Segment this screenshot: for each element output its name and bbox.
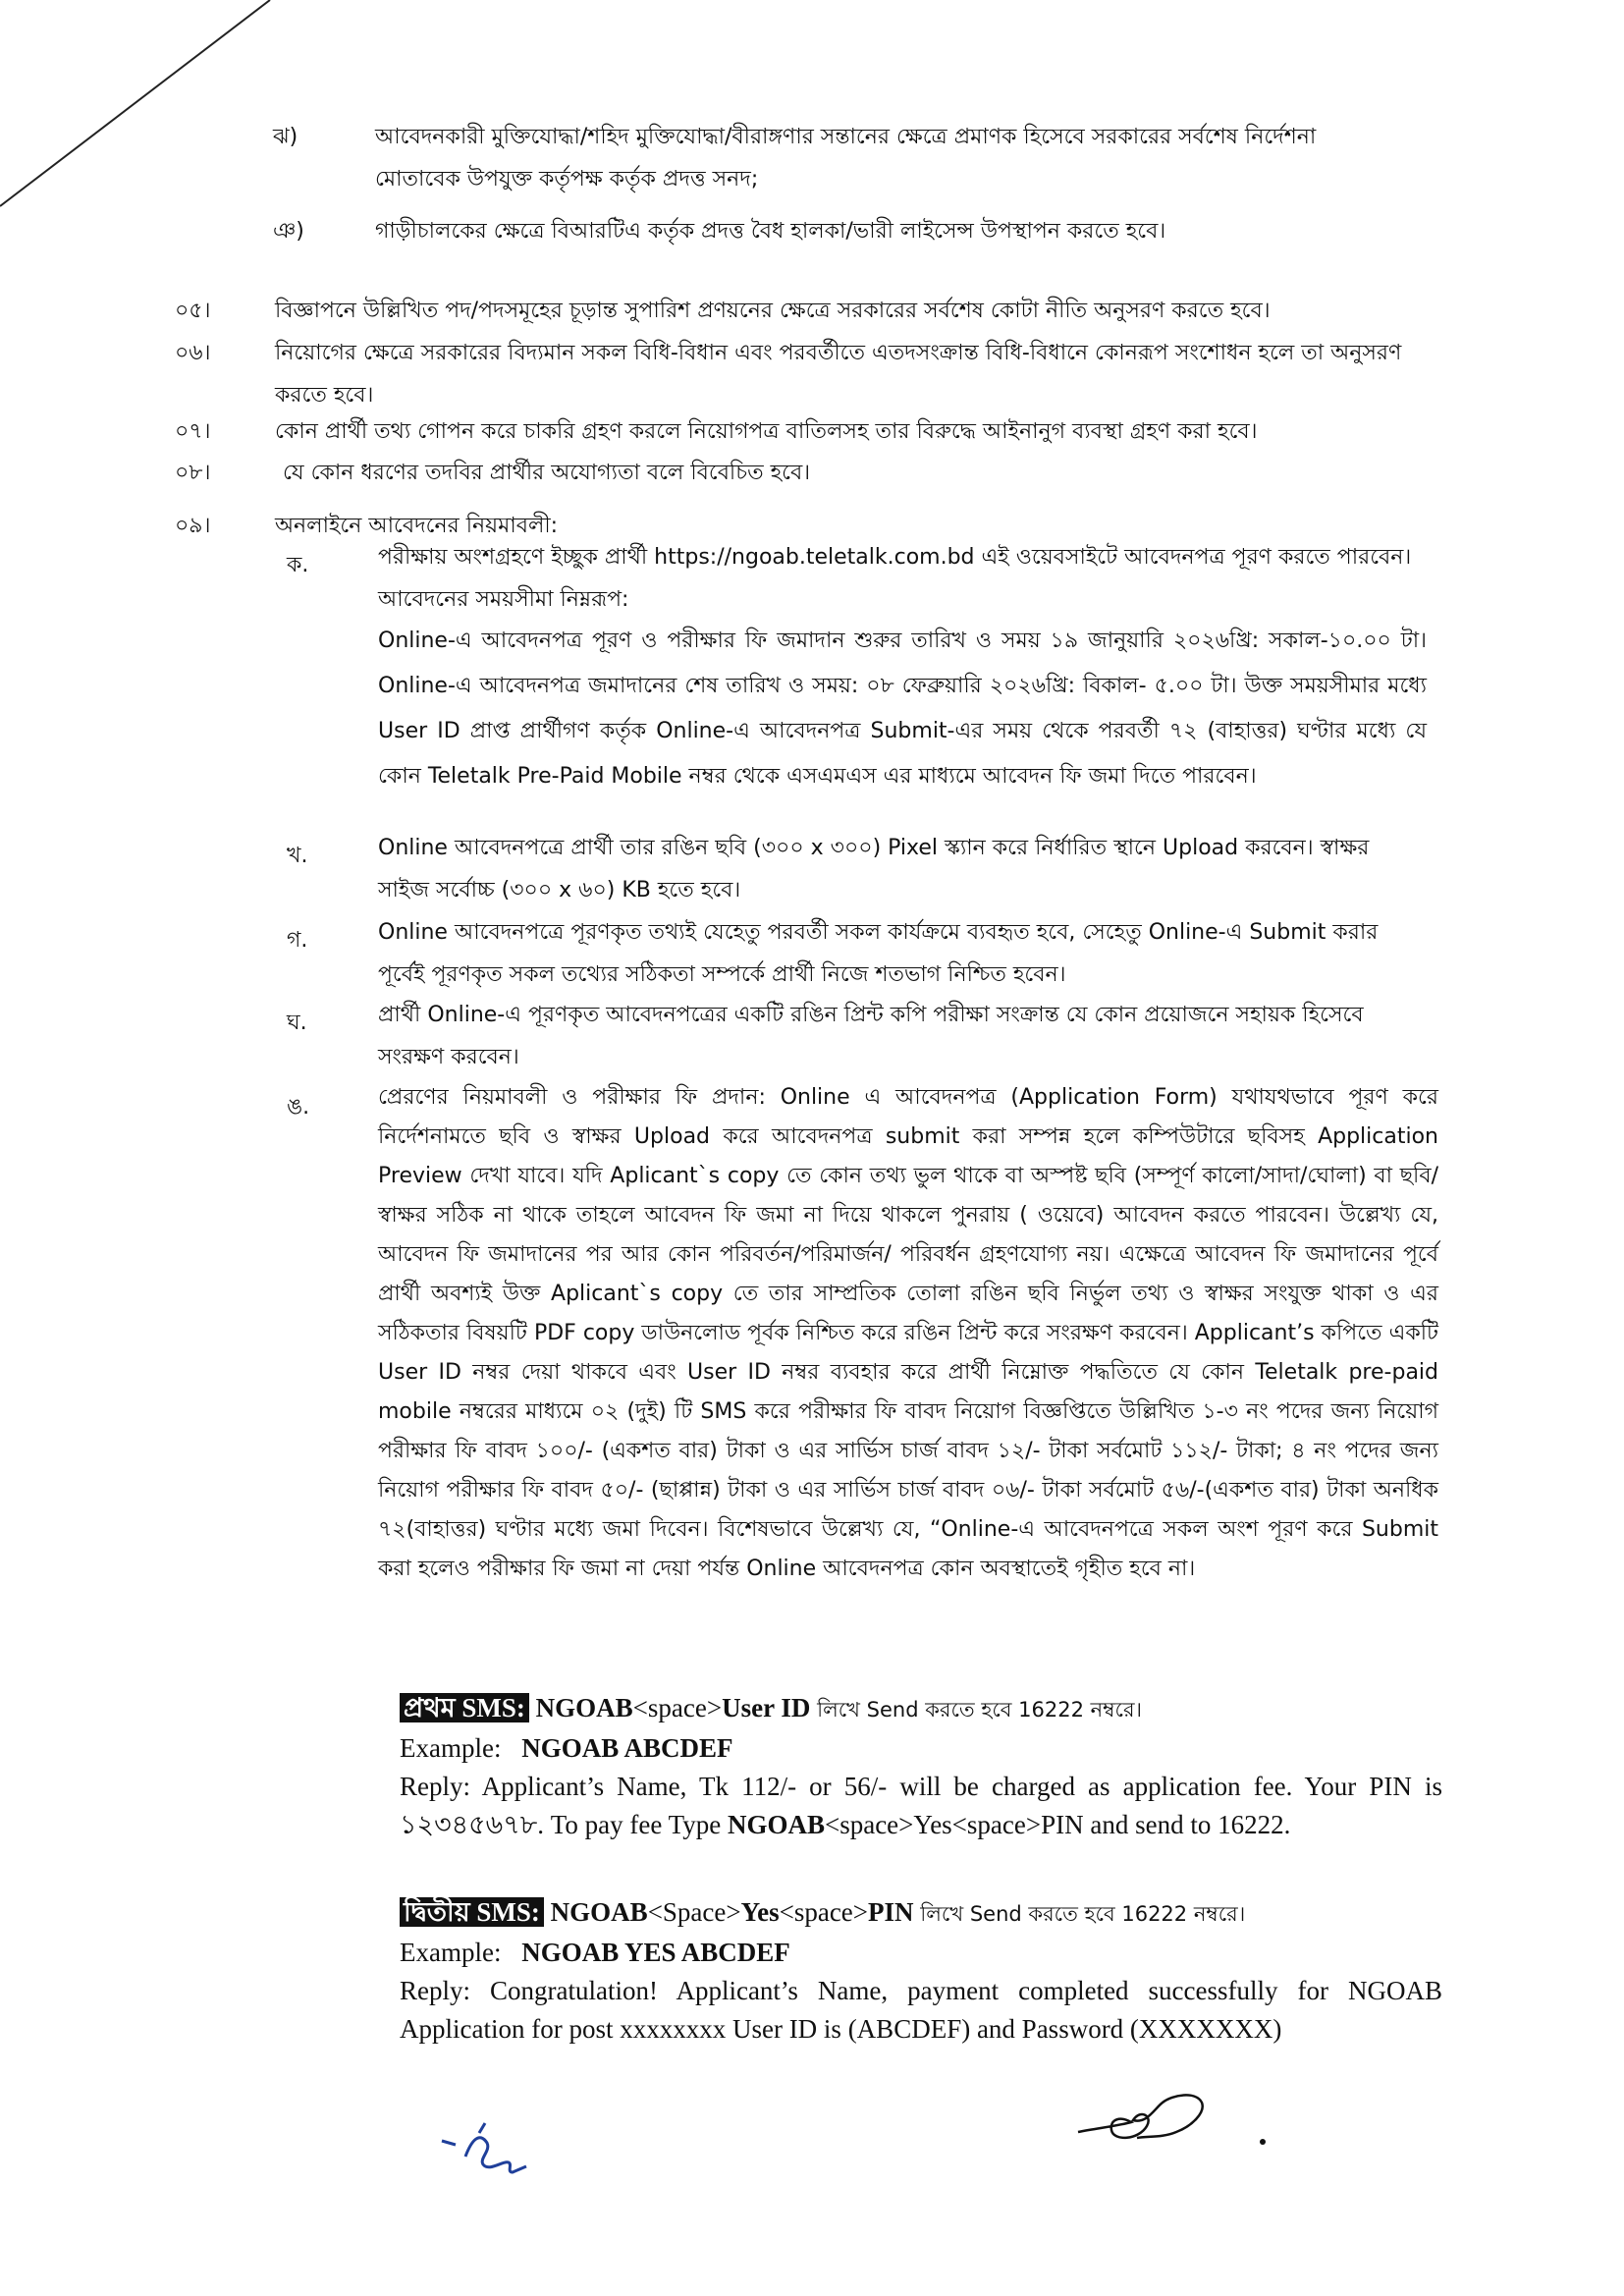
- sub-item-label: ঝ): [273, 125, 298, 149]
- sms-second-block: [400, 1893, 1442, 2049]
- sms-cmd-space: <Space>: [647, 1897, 741, 1927]
- online-rule-kha: [0, 827, 1624, 915]
- item-text: নিয়োগের ক্ষেত্রে সরকারের বিদ্যমান সকল বিধি-বিধান এবং পরবর্তীতে এতদসংক্রান্ত বিধি-বিধানে কোনরূপ সংশোধন হলে তা অনুসরণ করতে হবে।: [275, 341, 1402, 408]
- reply-tail: <space>Yes<space>PIN and send to 16222.: [824, 1810, 1291, 1839]
- rule-label: ঙ.: [287, 1095, 310, 1120]
- initial-signature: [432, 2111, 550, 2190]
- rule-text: পরীক্ষায় অংশগ্রহণে ইচ্ছুক প্রার্থী https://ngoab.teletalk.com.bd এই ওয়েবসাইটে আবেদনপত্র পূরণ করতে পারবেন। আবেদনের সময়সীমা নিম্নরূপ:: [378, 545, 1412, 612]
- sub-item-label: ঞ): [273, 219, 304, 244]
- rule-label: গ.: [287, 928, 308, 953]
- rule-label: ক.: [287, 553, 309, 577]
- sms-cmd-pin: PIN: [868, 1897, 914, 1927]
- sms-cmd-keyword: NGOAB: [535, 1693, 633, 1722]
- sms-first-command: [400, 1689, 1442, 1729]
- officer-signature: [1070, 2087, 1286, 2175]
- rule-label: খ.: [287, 844, 308, 868]
- sms-cmd-keyword: NGOAB: [550, 1897, 648, 1927]
- sms-cmd-space: <space>: [779, 1897, 869, 1927]
- numbered-item-05: [0, 290, 1624, 334]
- item-number: ০৯।: [175, 514, 211, 538]
- example-label: Example:: [400, 1733, 502, 1763]
- example-value: NGOAB ABCDEF: [521, 1733, 733, 1763]
- sms-cmd-space: <space>: [632, 1693, 723, 1722]
- rule-text: Online-এ আবেদনপত্র পূরণ ও পরীক্ষার ফি জমাদান শুরুর তারিখ ও সময় ১৯ জানুয়ারি ২০২৬খ্রি: সকাল-১০.০০ টা। Online-এ আবেদনপত্র জমাদানের শেষ তারিখ ও সময়: ০৮ ফেব্রুয়ারি ২০২৬খ্রি: বিকাল- ৫.০০ টা। উক্ত সময়সীমার মধ্যে User ID প্রাপ্ত প্রার্থীগণ কর্তৃক Online-এ আবেদনপত্র Submit-এর সময় থেকে পরবর্তী ৭২ (বাহাত্তর) ঘণ্টার মধ্যে যে কোন Teletalk Pre-Paid Mobile নম্বর থেকে এসএমএস এর মাধ্যমে আবেদন ফি জমা দিতে পারবেন।: [378, 629, 1427, 789]
- item-text: যে কোন ধরণের তদবির প্রার্থীর অযোগ্যতা বলে বিবেচিত হবে।: [283, 461, 811, 485]
- item-text: অনলাইনে আবেদনের নিয়মাবলী:: [275, 514, 559, 538]
- sms-first-example: [400, 1729, 1442, 1768]
- online-rule-ka: [0, 536, 1624, 625]
- item-text: বিজ্ঞাপনে উল্লিখিত পদ/পদসমূহের চূড়ান্ত সুপারিশ প্রণয়নের ক্ষেত্রে সরকারের সর্বশেষ কোটা নীতি অনুসরণ করতে হবে।: [275, 299, 1271, 323]
- reply-text: Reply: Applicant’s Name, Tk 112/- or 56/- will be charged as application fee. Your PIN is ১২৩৪৫৬৭৮. To pay fee Type: [400, 1772, 1442, 1839]
- item-number: ০৭।: [175, 419, 211, 444]
- sub-item-text: আবেদনকারী মুক্তিযোদ্ধা/শহিদ মুক্তিযোদ্ধা/বীরাঙ্গণার সন্তানের ক্ষেত্রে প্রমাণক হিসেবে সরকারের সর্বশেষ নির্দেশনা মোতাবেক উপযুক্ত কর্তৃপক্ষ কর্তৃক প্রদত্ত সনদ;: [375, 125, 1317, 191]
- item-text: কোন প্রার্থী তথ্য গোপন করে চাকরি গ্রহণ করলে নিয়োগপত্র বাতিলসহ তার বিরুদ্ধে আইনানুগ ব্যবস্থা গ্রহণ করা হবে।: [275, 419, 1258, 444]
- online-rule-gha: [0, 994, 1624, 1082]
- sms-second-tag: দ্বিতীয় SMS:: [400, 1897, 544, 1927]
- reply-keyword: NGOAB: [727, 1810, 825, 1839]
- rule-text: প্রার্থী Online-এ পূরণকৃত আবেদনপত্রের একটি রঙিন প্রিন্ট কপি পরীক্ষা সংক্রান্ত যে কোন প্রয়োজনে সহায়ক হিসেবে সংরক্ষণ করবেন।: [378, 1003, 1364, 1069]
- sms-first-tag: প্রথম SMS:: [400, 1693, 529, 1722]
- rule-label: ঘ.: [287, 1011, 307, 1035]
- example-value: NGOAB YES ABCDEF: [521, 1938, 790, 1967]
- item-number: ০৫।: [175, 299, 211, 323]
- numbered-item-08: [0, 452, 1624, 496]
- sms-second-example: [400, 1934, 1442, 1972]
- sub-item-jha: [0, 116, 1624, 204]
- numbered-item-07: [0, 410, 1624, 455]
- item-number: ০৮।: [175, 461, 211, 485]
- sms-cmd-tail: লিখে Send করতে হবে 16222 নম্বরে।: [920, 1902, 1246, 1926]
- sub-item-text: গাড়ীচালকের ক্ষেত্রে বিআরটিএ কর্তৃক প্রদত্ত বৈধ হালকা/ভারী লাইসেন্স উপস্থাপন করতে হবে।: [375, 219, 1166, 244]
- sms-first-block: [400, 1689, 1442, 1844]
- sms-second-command: [400, 1893, 1442, 1934]
- online-rule-ga: [0, 911, 1624, 1000]
- sub-item-nya: [0, 210, 1624, 254]
- item-number: ০৬।: [175, 341, 211, 365]
- online-rule-uma: [0, 1078, 1624, 1667]
- sms-first-reply: [400, 1768, 1442, 1844]
- online-rule-schedule: [0, 619, 1624, 835]
- sms-cmd-userid: User ID: [722, 1693, 811, 1722]
- example-label: Example:: [400, 1938, 502, 1967]
- rule-text: Online আবেদনপত্রে পূরণকৃত তথ্যই যেহেতু পরবর্তী সকল কার্যক্রমে ব্যবহৃত হবে, সেহেতু Online-এ Submit করার পূর্বেই পূরণকৃত সকল তথ্যের সঠিকতা সম্পর্কে প্রার্থী নিজে শতভাগ নিশ্চিত হবেন।: [378, 920, 1379, 987]
- sms-second-reply: Reply: Congratulation! Applicant’s Name, payment completed successfully for NGOAB Application for post xxxxxxxx User ID is (ABCDEF) and Password (XXXXXXX): [400, 1976, 1442, 2044]
- numbered-item-06: [0, 332, 1624, 420]
- rule-text: Online আবেদনপত্রে প্রার্থী তার রঙিন ছবি (৩০০ x ৩০০) Pixel স্ক্যান করে নির্ধারিত স্থানে Upload করবেন। স্বাক্ষর সাইজ সর্বোচ্চ (৩০০ x ৬০) KB হতে হবে।: [378, 836, 1370, 902]
- sms-cmd-tail: লিখে Send করতে হবে 16222 নম্বরে।: [817, 1698, 1143, 1722]
- rule-text: প্রেরণের নিয়মাবলী ও পরীক্ষার ফি প্রদান: Online এ আবেদনপত্র (Application Form) যথাযথভাবে পূরণ করে নির্দেশনামতে ছবি ও স্বাক্ষর Upload করে আবেদনপত্র submit করা সম্পন্ন হলে কম্পিউটারে ছবিসহ Application Preview দেখা যাবে। যদি Aplicant`s copy তে কোন তথ্য ভুল থাকে বা অস্পষ্ট ছবি (সম্পূর্ণ কালো/সাদা/ঘোলা) বা ছবি/স্বাক্ষর সঠিক না থাকে তাহলে আবেদন ফি জমা না দিয়ে থাকলে পুনরায় ( ওয়েবে) আবেদন করতে পারবেন। উল্লেখ্য যে, আবেদন ফি জমাদানের পর আর কোন পরিবর্তন/পরিমার্জন/ পরিবর্ধন গ্রহণযোগ্য নয়। এক্ষেত্রে আবেদন ফি জমাদানের পূর্বে প্রার্থী অবশ্যই উক্ত Aplicant`s copy তে তার সাম্প্রতিক তোলা রঙিন ছবি নির্ভুল তথ্য ও স্বাক্ষর সংযুক্ত থাকা ও এর সঠিকতার বিষয়টি PDF copy ডাউনলোড পূর্বক নিশ্চিত করে রঙিন প্রিন্ট করে সংরক্ষণ করবেন। Applicant’s কপিতে একটি User ID নম্বর দেয়া থাকবে এবং User ID নম্বর ব্যবহার করে প্রার্থী নিম্নোক্ত পদ্ধতিতে যে কোন Teletalk pre-paid mobile নম্বরের মাধ্যমে ০২ (দুই) টি SMS করে পরীক্ষার ফি বাবদ নিয়োগ বিজ্ঞপ্তিতে উল্লিখিত ১-৩ নং পদের জন্য নিয়োগ পরীক্ষার ফি বাবদ ১০০/- (একশত বার) টাকা ও এর সার্ভিস চার্জ বাবদ ১২/- টাকা সর্বমোট ১১২/- টাকা; ৪ নং পদের জন্য নিয়োগ পরীক্ষার ফি বাবদ ৫০/- (ছাপ্পান্ন) টাকা ও এর সার্ভিস চার্জ বাবদ ০৬/- টাকা সর্বমোট ৫৬/-(একশত বার) টাকা অনধিক ৭২(বাহাত্তর) ঘণ্টার মধ্যে জমা দিবেন। বিশেষভাবে উল্লেখ্য যে, “Online-এ আবেদনপত্রে সকল অংশ পূরণ করে Submit করা হলেও পরীক্ষার ফি জমা না দেয়া পর্যন্ত Online আবেদনপত্র কোন অবস্থাতেই গৃহীত হবে না।: [378, 1085, 1438, 1581]
- sms-cmd-yes: Yes: [740, 1897, 780, 1927]
